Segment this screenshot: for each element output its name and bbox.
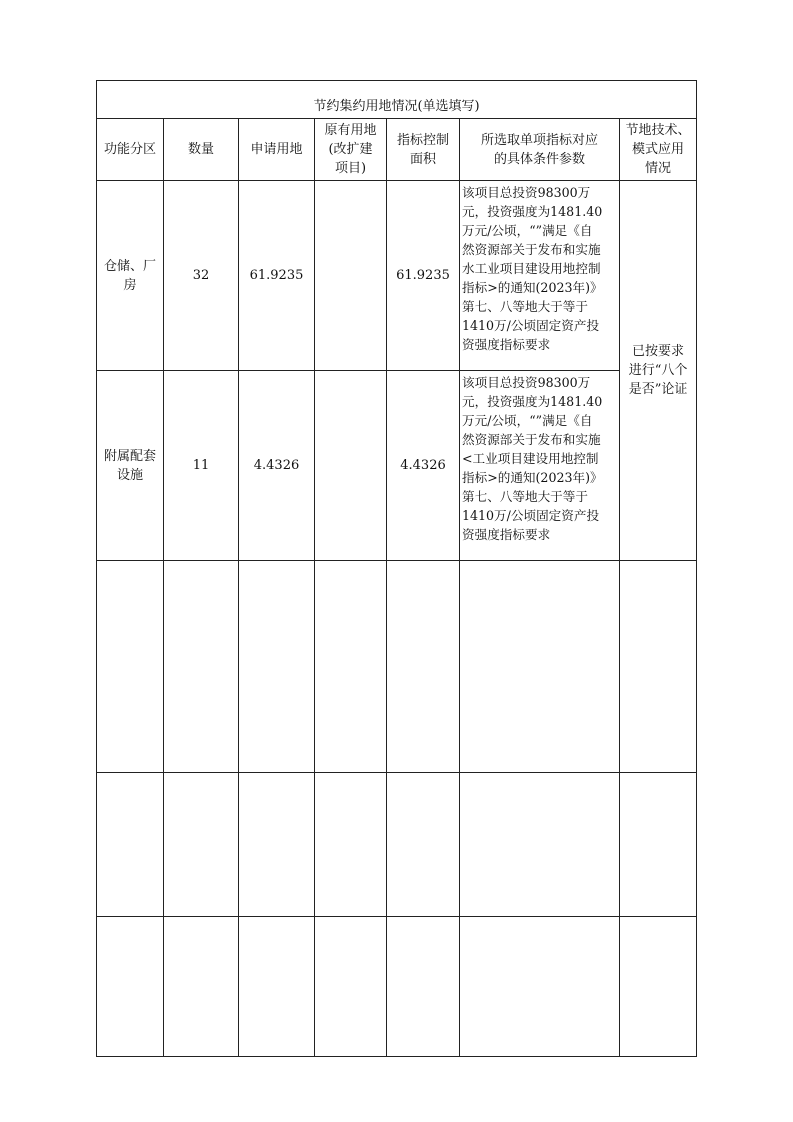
header-tech: 节地技术、 模式应用 情况 (620, 119, 697, 181)
applied-cell: 61.9235 (239, 181, 315, 371)
empty-cell (460, 917, 620, 1057)
applied-cell: 4.4326 (239, 371, 315, 561)
zone-cell: 附属配套 设施 (97, 371, 164, 561)
empty-cell (315, 917, 387, 1057)
count-cell: 32 (164, 181, 239, 371)
control-cell: 61.9235 (387, 181, 460, 371)
header-control-area: 指标控制 面积 (387, 119, 460, 181)
condition-cell: 该项目总投资98300万 元，投资强度为1481.40 万元/公顷，“”满足《自 然资源部关于发布和实施 水工业项目建设用地控制 指标>的通知(2023年)》 第七、八等地大于等于 1410万/公顷固定资产投 资强度指标要求 (460, 181, 620, 371)
empty-cell (239, 773, 315, 917)
empty-cell (97, 773, 164, 917)
empty-cell (620, 917, 697, 1057)
control-cell: 4.4326 (387, 371, 460, 561)
header-count: 数量 (164, 119, 239, 181)
table-title: 节约集约用地情况(单选填写) (97, 81, 697, 119)
empty-cell (460, 773, 620, 917)
table-header-row (97, 119, 697, 181)
header-condition: 所选取单项指标对应 的具体条件参数 (460, 119, 620, 181)
empty-cell (164, 773, 239, 917)
count-cell: 11 (164, 371, 239, 561)
empty-cell (620, 773, 697, 917)
empty-cell (387, 773, 460, 917)
empty-row (97, 773, 697, 917)
empty-row (97, 561, 697, 773)
table-title-row (97, 81, 697, 119)
table-row (97, 181, 697, 371)
zone-cell: 仓储、厂 房 (97, 181, 164, 371)
empty-cell (315, 561, 387, 773)
empty-cell (97, 561, 164, 773)
empty-row (97, 917, 697, 1057)
empty-cell (387, 561, 460, 773)
header-zone: 功能分区 (97, 119, 164, 181)
empty-cell (387, 917, 460, 1057)
condition-cell: 该项目总投资98300万 元，投资强度为1481.40 万元/公顷，“”满足《自 然资源部关于发布和实施 <工业项目建设用地控制 指标>的通知(2023年)》 第七、八等地大于等于 1410万/公顷固定资产投 资强度指标要求 (460, 371, 620, 561)
empty-cell (620, 561, 697, 773)
empty-cell (164, 561, 239, 773)
header-original-land: 原有用地 (改扩建 项目) (315, 119, 387, 181)
land-use-table (96, 80, 697, 1057)
empty-cell (460, 561, 620, 773)
original-cell (315, 371, 387, 561)
tech-note-cell: 已按要求 进行“八个 是否”论证 (620, 181, 697, 561)
empty-cell (315, 773, 387, 917)
empty-cell (239, 917, 315, 1057)
empty-cell (164, 917, 239, 1057)
empty-cell (239, 561, 315, 773)
table-row (97, 371, 697, 561)
original-cell (315, 181, 387, 371)
empty-cell (97, 917, 164, 1057)
header-applied-land: 申请用地 (239, 119, 315, 181)
